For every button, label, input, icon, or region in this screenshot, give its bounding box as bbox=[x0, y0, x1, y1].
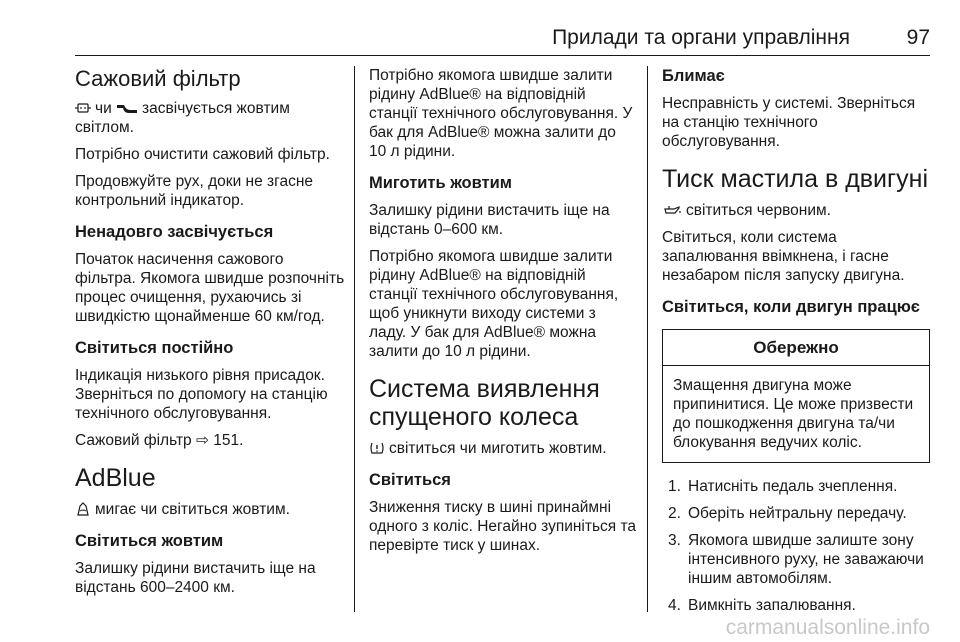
paragraph: Потрібно якомога швидше залити рідину AdBlue® на відповідній станції технічного обслуговування. У бак для AdBlue® можна залити до 10 л рідини. bbox=[369, 67, 633, 160]
paragraph: Потрібно якомога швидше залити рідину AdBlue® на відповідній станції технічного обслуговування, щоб уникнути виходу системи з ладу. У бак для AdBlue® можна залити до 10 л рідини. bbox=[369, 248, 619, 360]
subheading-flash: Блимає bbox=[662, 67, 725, 85]
tire-indicator-text: світиться чи миготить жовтим. bbox=[369, 439, 637, 458]
list-item: 3. Якомога швидше залиште зону інтенсивного руху, не заважаючи іншим автомобілям. bbox=[668, 532, 924, 587]
header-rule bbox=[75, 55, 930, 56]
oil-can-icon bbox=[662, 203, 682, 217]
section-heading-adblue: AdBlue bbox=[75, 464, 156, 492]
paragraph: Залишку рідини вистачить іще на відстань 0–600 км. bbox=[369, 202, 610, 238]
subheading-running: Світиться, коли двигун працює bbox=[662, 298, 920, 316]
paragraph-crossref: Сажовий фільтр ⇨ 151. bbox=[75, 432, 244, 449]
paragraph: Залишку рідини вистачить іще на відстань 600–2400 км. bbox=[75, 560, 316, 596]
subheading-blink: Миготить жовтим bbox=[369, 174, 512, 192]
oil-indicator-text: світиться червоним. bbox=[662, 201, 930, 220]
subheading-constant: Світиться постійно bbox=[75, 339, 234, 357]
adblue-indicator-text: мигає чи світиться жовтим. bbox=[75, 500, 347, 519]
subheading-lit: Світиться bbox=[369, 471, 451, 489]
column-divider bbox=[354, 66, 355, 612]
section-heading-soot-filter: Сажовий фільтр bbox=[75, 66, 241, 91]
column-3 bbox=[662, 66, 930, 623]
paragraph: Зниження тиску в шині принаймні одного з коліс. Негайно зупиніться та перевірте тиск у шинах. bbox=[369, 499, 637, 554]
list-item: 4. Вимкніть запалювання. bbox=[668, 597, 856, 614]
subheading-briefly: Ненадовго засвічується bbox=[75, 223, 274, 241]
steps-list bbox=[662, 477, 930, 615]
watermark: carmanualsonline.info bbox=[725, 616, 930, 639]
paragraph: Потрібно очистити сажовий фільтр. bbox=[75, 146, 330, 163]
subheading-yellow: Світиться жовтим bbox=[75, 532, 224, 550]
list-item: 1. Натисніть педаль зчеплення. bbox=[668, 478, 898, 495]
soot-indicator-text: чи засвічується жовтим світлом. bbox=[75, 100, 290, 136]
adblue-icon bbox=[75, 502, 91, 516]
header-title: Прилади та органи управління bbox=[552, 26, 850, 49]
exhaust-icon bbox=[116, 101, 138, 115]
soot-filter-icon bbox=[75, 101, 91, 115]
tire-pressure-icon bbox=[369, 441, 385, 455]
caution-text: Змащення двигуна може припинитися. Це може призвести до пошкодження двигуна та/чи блокування ведучих коліс. bbox=[673, 377, 914, 451]
column-1 bbox=[75, 66, 347, 605]
section-heading-oil: Тиск мастила в двигуні bbox=[662, 165, 929, 193]
paragraph: Несправність у системі. Зверніться на станцію технічного обслуговування. bbox=[662, 95, 916, 150]
paragraph: Продовжуйте рух, доки не згасне контрольний індикатор. bbox=[75, 173, 313, 209]
paragraph: Індикація низького рівня присадок. Зверніться по допомогу на станцію технічного обслуговування. bbox=[75, 367, 328, 422]
column-2 bbox=[369, 66, 637, 563]
paragraph: Початок насичення сажового фільтра. Якомога швидше розпочніть процес очищення, рухаючись зі швидкістю щонайменше 60 км/год. bbox=[75, 251, 345, 325]
section-heading-tire: Система виявлення спущеного колеса bbox=[369, 375, 600, 431]
column-divider bbox=[647, 66, 648, 612]
caution-title: Обережно bbox=[663, 330, 929, 366]
page-header bbox=[0, 0, 960, 54]
paragraph: Світиться, коли система запалювання ввімкнена, і гасне незабаром після запуску двигуна. bbox=[662, 229, 905, 284]
list-item: 2. Оберіть нейтральну передачу. bbox=[668, 505, 907, 522]
page-number: 97 bbox=[906, 26, 930, 49]
caution-box bbox=[662, 329, 930, 463]
